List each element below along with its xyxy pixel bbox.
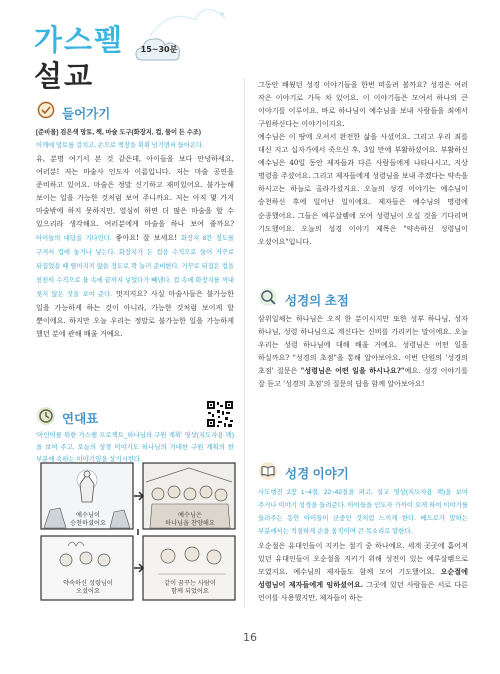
focus-text-b: 예요. 성경 이야기를 잘 듣고 '성경의 초점'의 질문의 답을 함께 알아보아요!	[258, 366, 468, 389]
focus-title: 성경의 초점	[285, 294, 349, 308]
intro-paragraph-2: 멋지지요? 사실 마술사들은 불가능한 일을 가능하게 하는 것이 아니라, 가능한 것처럼 보이게 할 뿐이에요. 하지만 오늘 우리는 정말로 불가능한 일을 가능하게 했던 분에 관해 배울 거예요.	[36, 288, 234, 339]
timeline-title: 연대표	[62, 412, 99, 426]
bible-story-title: 성경 이야기	[285, 467, 349, 481]
intro-paragraph-1: 유, 분명 여기서 본 것 같은데, 아이들을 보다 안녕하세요, 여러분! 저는 마술사 인도자 이름입니다. 저는 마술 공연을 준비하고 있어요. 마술은 정말 신기하고 재미있어요. 불가능해 보이는 일을 가능한 것처럼 보여 주니까요. 저는 아직 몇 가지 마술밖에 하지 못하지만, 열심히 하면 더 많은 마술을 할 수 있으리라 생각해요. 여러분에게 마술을 하나 보여 줄까요?	[36, 154, 234, 229]
intro-title: 들어가기	[62, 107, 111, 121]
column-divider	[244, 78, 245, 608]
intro-prep	[36, 128, 234, 137]
focus-text	[258, 312, 468, 391]
timeline-caption-3: 약속하신 성령님이 오셨어요	[63, 580, 113, 595]
focus-icon	[258, 287, 278, 311]
bible-story-text-b: 그곳에 있던 사람들은 서로 다른 언어를 사용했지만, 제자들이 하는	[258, 580, 469, 603]
bible-story-highlight: 오순절에 성령님이 제자들에게 임하셨어요.	[258, 567, 468, 590]
bible-story-text-a: 오순절은 유대인들이 지키는 절기 중 하나예요. 세계 곳곳에 흩어져 있던 유대인들이 오순절을 지키기 위해 성전이 있는 예루살렘으로 모였지요. 예수님의 제자들도 함께 모여 기도했어요.	[258, 541, 468, 577]
page-title-bottom: 설교	[34, 61, 95, 93]
time-badge	[134, 34, 182, 64]
time-badge-label: 15~30분	[140, 45, 178, 54]
page-number: 16	[243, 631, 257, 644]
page-title-top: 가스펠	[34, 25, 125, 57]
timeline-caption-1: 예수님이 승천하셨어요	[70, 512, 106, 527]
timeline-caption-4: 같이 꿈꾸는 사람이 함께 되었어요	[164, 580, 216, 595]
intro-blue-note: 어깨에 망토를 걸치고, 손으로 책장을 휙휙 넘기면서 들어온다.	[36, 142, 204, 149]
intro-blue-note-2: 화장지 8칸 정도를 구겨서 컵에 놓거나 넣는다. 화장지가 든 컵을 수직으로 들어 거꾸로 뒤집었을 때 떨어지지 않을 정도로 꽉 눌러 준비한다. 거꾸로 뒤집은 컵을 천천히 수직으로 물 속에 끝까지 넣었다가 빼낸다. 컵 속에 화장지를 꺼내 젖지 않은 것을 보여 준다.	[36, 234, 234, 298]
focus-text-a: 삼위일체는 하나님은 오직 한 분이시지만 또한 성부 하나님, 성자 하나님, 성령 하나님으로 계신다는 신비를 가리키는 말이에요. 오늘 우리는 성령 하나님에 대해 배울 거예요. 성령님은 어떤 일을 하실까요? "성경의 초점"을 통해 알아보아요. 이번 단원의 '성경의 초점' 질문은	[258, 314, 468, 376]
qr-code	[206, 400, 234, 428]
intro-question-note: 아이들의 대답을 기다린다.	[36, 234, 112, 242]
intro-paragraph	[36, 152, 234, 340]
prep-label: [준비물]	[36, 129, 59, 136]
timeline-caption-2: 예수님은 하나님을 찬양해요	[165, 512, 215, 527]
timeline-text-b: 을 보여 주고, 오늘의 성경 이야기도 하나님의 거대한 구원 계획의 한 부분에 속하는 이야기임을 상기시킨다.	[36, 444, 234, 463]
timeline-icon	[36, 406, 56, 430]
timeline-text-a: '아인이를 위한 가스펠 프로젝트_하나님의 구원 계획' 영상(지도자용 팩)	[36, 432, 234, 439]
timeline-text	[36, 430, 234, 466]
bible-story-text	[258, 539, 468, 604]
intro-question: 좋아요! 잘 보세요!	[111, 232, 178, 242]
timeline-arrows	[40, 462, 236, 602]
bible-story-instructions: 사도행전 2장 1~4절, 22~42절을 펴고, 설교 영상(지도자용 팩)을 보여 주거나 이야기 성경을 들려준다. 아이들을 인도자 가까이 오게 하여 이야기를 들려주는 동안 아이들이 군중인 것처럼 느끼게 한다. 베드로가 말하는 부분에서는 적절하게 손을 움직이며 큰 목소리로 말한다.	[258, 489, 468, 535]
timeline-panels	[40, 462, 236, 602]
intro-icon	[36, 100, 56, 124]
story-paragraph-1: 그동안 배웠던 성경 이야기들을 한번 떠올려 볼까요? 성경은 여러 작은 이야기로 가득 차 있어요. 이 이야기들은 모여서 하나의 큰 이야기를 이루어요. 바로 하나님이 예수님을 보내 사람들을 죄에서 구원하신다는 이야기이지요.	[258, 80, 468, 129]
bible-story-icon	[258, 461, 278, 485]
prep-text: 검은색 망토, 책, 마술 도구(화장지, 컵, 물이 든 수조)	[60, 129, 201, 136]
story-paragraph-2: 예수님은 이 땅에 오셔서 완전한 삶을 사셨어요. 그리고 우리 죄를 대신 지고 십자가에서 죽으신 후, 3일 만에 부활하셨어요. 부활하신 예수님은 40일 동안 제자들과 다른 사람들에게 나타나시고, 지상 명령을 주셨어요. 그리고 제자들에게 성령님을 보내 주겠다는 약속을 하시고는 하늘로 올라가셨지요. 오늘의 성경 이야기는 예수님이 승천하신 후에 일어난 일이에요. 제자들은 예수님의 명령에 순종했어요. 그들은 예루살렘에 모여 성령님이 오실 것을 기다리며 기도했어요. 오늘의 성경 이야기 제목은 "약속하신 성령님이 오셨어요"입니다.	[258, 132, 468, 246]
focus-question: "성령님은 어떤 일을 하시나요?"	[300, 366, 405, 376]
